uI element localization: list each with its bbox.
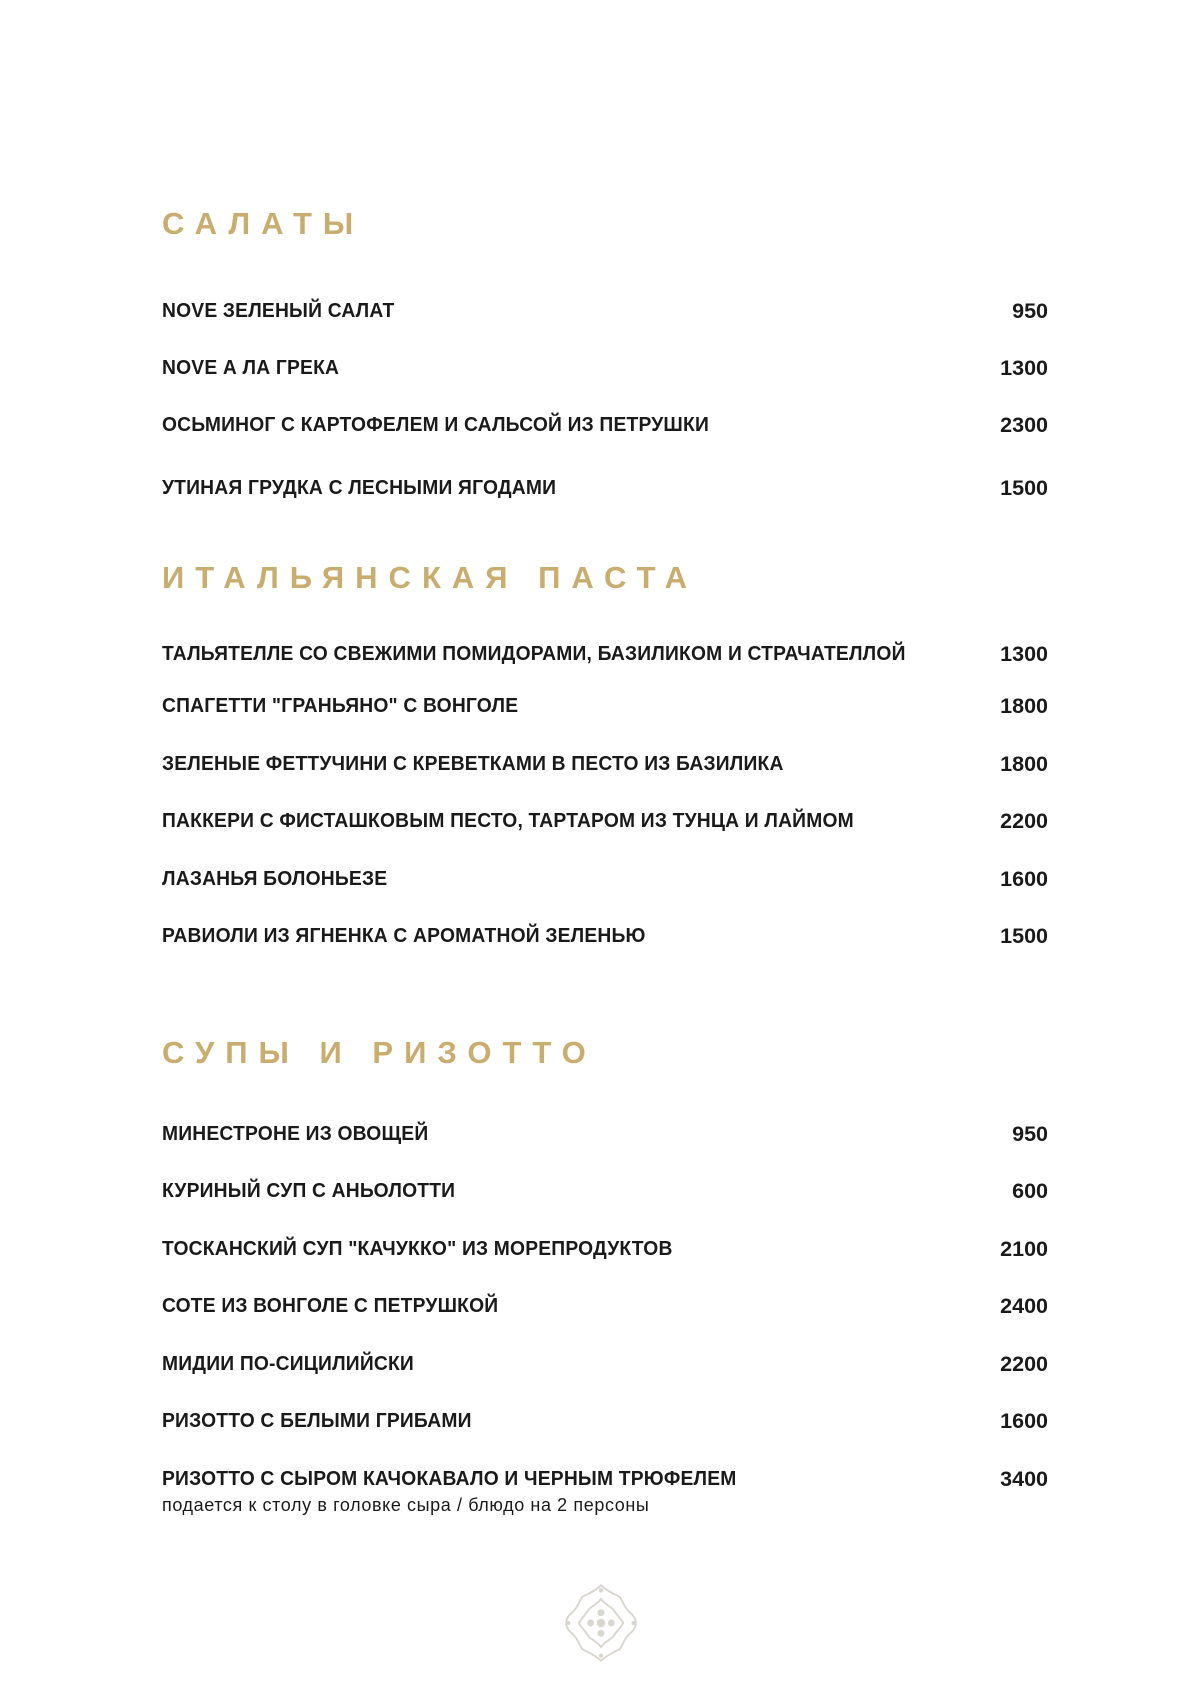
- item-price: 1600: [1000, 1409, 1048, 1433]
- section-salads: [162, 206, 1048, 532]
- section-title: САЛАТЫ: [162, 206, 365, 241]
- menu-item: [162, 355, 1048, 412]
- menu-item: [162, 808, 1048, 866]
- item-price: 2300: [1000, 413, 1048, 437]
- item-price: 950: [1012, 299, 1048, 323]
- item-name: ТОСКАНСКИЙ СУП "КАЧУККО" ИЗ МОРЕПРОДУКТОВ: [162, 1236, 673, 1260]
- item-price: 2400: [1000, 1294, 1048, 1318]
- item-price: 1800: [1000, 694, 1048, 718]
- menu-item: [162, 1121, 1048, 1179]
- menu-item: [162, 1178, 1048, 1236]
- item-price: 3400: [1000, 1466, 1048, 1491]
- item-name-group: [162, 1466, 773, 1516]
- menu-item: [162, 1351, 1048, 1409]
- menu-list: [162, 1121, 1048, 1524]
- menu-item: [162, 1293, 1048, 1351]
- item-name: ЛАЗАНЬЯ БОЛОНЬЕЗЕ: [162, 866, 388, 890]
- ornament-emblem-icon: [558, 1580, 644, 1666]
- menu-item: [162, 412, 1048, 469]
- item-price: 1300: [1000, 356, 1048, 380]
- item-name: МИНЕСТРОНЕ ИЗ ОВОЩЕЙ: [162, 1121, 429, 1145]
- item-name: СОТЕ ИЗ ВОНГОЛЕ С ПЕТРУШКОЙ: [162, 1294, 499, 1317]
- item-name: NOVE А ЛА ГРЕКА: [162, 356, 340, 379]
- item-name: РИЗОТТО С БЕЛЫМИ ГРИБАМИ: [162, 1409, 472, 1432]
- item-name: ЗЕЛЕНЫЕ ФЕТТУЧИНИ С КРЕВЕТКАМИ В ПЕСТО ИЗ БАЗИЛИКА: [162, 751, 784, 775]
- item-name: ТАЛЬЯТЕЛЛЕ СО СВЕЖИМИ ПОМИДОРАМИ, БАЗИЛИКОМ И СТРАЧАТЕЛЛОЙ: [162, 642, 906, 665]
- item-note: подается к столу в головке сыра / блюдо на 2 персоны: [162, 1494, 650, 1515]
- menu-item: [162, 866, 1048, 924]
- menu-item: [162, 641, 1048, 693]
- item-price: 2100: [1000, 1236, 1048, 1261]
- item-name: ПАККЕРИ С ФИСТАШКОВЫМ ПЕСТО, ТАРТАРОМ ИЗ ТУНЦА И ЛАЙМОМ: [162, 809, 854, 832]
- item-name: РАВИОЛИ ИЗ ЯГНЕНКА С АРОМАТНОЙ ЗЕЛЕНЬЮ: [162, 924, 646, 947]
- menu-item: [162, 298, 1048, 355]
- item-price: 1600: [1000, 866, 1048, 891]
- menu-item: [162, 923, 1048, 981]
- section-title: СУПЫ И РИЗОТТО: [162, 1034, 597, 1070]
- item-name: УТИНАЯ ГРУДКА С ЛЕСНЫМИ ЯГОДАМИ: [162, 476, 557, 499]
- item-price: 1500: [1000, 924, 1048, 948]
- section-pasta: [162, 560, 1048, 981]
- menu-item: [162, 475, 1048, 532]
- item-price: 950: [1012, 1121, 1048, 1146]
- item-name: КУРИНЫЙ СУП С АНЬОЛОТТИ: [162, 1179, 456, 1202]
- menu-item: [162, 1236, 1048, 1294]
- menu-item: [162, 751, 1048, 809]
- menu-item: [162, 1466, 1048, 1524]
- item-name: NOVE ЗЕЛЕНЫЙ САЛАТ: [162, 299, 395, 322]
- menu-item: [162, 693, 1048, 751]
- item-price: 1500: [1000, 476, 1048, 500]
- menu-list: [162, 641, 1048, 981]
- section-soups-risotto: [162, 1035, 1048, 1524]
- item-price: 1800: [1000, 751, 1048, 776]
- item-price: 1300: [1000, 642, 1048, 666]
- item-name: МИДИИ ПО-СИЦИЛИЙСКИ: [162, 1351, 414, 1375]
- section-title: ИТАЛЬЯНСКАЯ ПАСТА: [162, 560, 699, 595]
- menu-page: [162, 200, 1048, 1523]
- menu-list: [162, 298, 1048, 532]
- item-price: 2200: [1000, 1351, 1048, 1376]
- menu-item: [162, 1408, 1048, 1466]
- item-name: СПАГЕТТИ "ГРАНЬЯНО" С ВОНГОЛЕ: [162, 694, 519, 717]
- item-price: 600: [1012, 1179, 1048, 1203]
- item-name: РИЗОТТО С СЫРОМ КАЧОКАВАЛО И ЧЕРНЫМ ТРЮФЕЛЕМ: [162, 1466, 737, 1490]
- item-name: ОСЬМИНОГ С КАРТОФЕЛЕМ И САЛЬСОЙ ИЗ ПЕТРУШКИ: [162, 413, 709, 436]
- item-price: 2200: [1000, 809, 1048, 833]
